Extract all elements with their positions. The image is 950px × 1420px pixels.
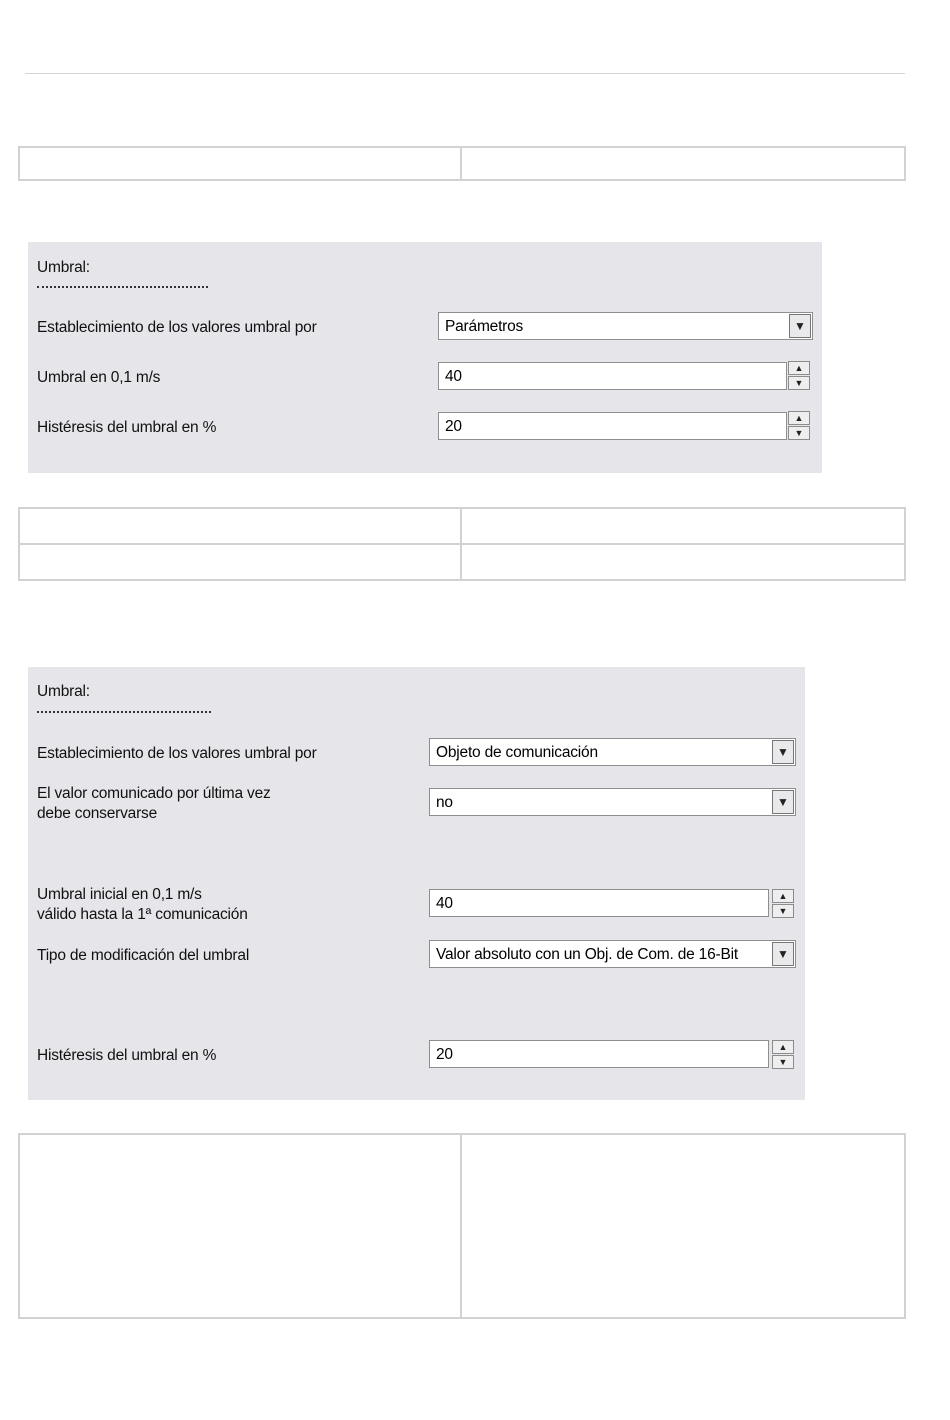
threshold-value: 40: [445, 368, 462, 385]
table-cell: [19, 508, 461, 544]
arrow-down-icon[interactable]: ▼: [788, 426, 810, 440]
keep-last-value-select[interactable]: [429, 788, 796, 816]
hysteresis-value: 20: [436, 1046, 453, 1063]
chevron-down-icon[interactable]: ▼: [772, 942, 794, 966]
chevron-down-icon[interactable]: ▼: [772, 740, 794, 764]
arrow-down-icon[interactable]: ▼: [772, 1055, 794, 1069]
arrow-down-icon[interactable]: ▼: [788, 376, 810, 390]
initial-threshold-label: Umbral inicial en 0,1 m/s válido hasta la 1ª comunicación: [37, 886, 248, 923]
section-underline: [37, 711, 211, 713]
threshold-label: Umbral en 0,1 m/s: [37, 369, 161, 386]
parameter-panel-1: [28, 242, 822, 473]
table-cell: [461, 508, 905, 544]
table-row: [19, 508, 905, 544]
threshold-mod-type-label: Tipo de modificación del umbral: [37, 947, 250, 964]
table-cell: [19, 147, 461, 180]
hysteresis-label: Histéresis del umbral en %: [37, 419, 217, 436]
parameter-panel-2: [28, 667, 805, 1100]
hysteresis-stepper[interactable]: [788, 411, 810, 441]
table-3: [18, 1133, 906, 1319]
arrow-up-icon[interactable]: ▲: [788, 411, 810, 425]
hysteresis-input[interactable]: [429, 1040, 769, 1068]
chevron-down-icon[interactable]: ▼: [789, 314, 811, 338]
section-label: Umbral:: [37, 683, 90, 700]
table-cell: [19, 544, 461, 580]
initial-threshold-input[interactable]: [429, 889, 769, 917]
table-2: [18, 507, 906, 581]
threshold-source-select[interactable]: [438, 312, 813, 340]
table-row: [19, 544, 905, 580]
initial-threshold-stepper[interactable]: [772, 889, 794, 919]
arrow-down-icon[interactable]: ▼: [772, 904, 794, 918]
threshold-source-value: Objeto de comunicación: [436, 744, 598, 761]
table-row: [19, 147, 905, 180]
hysteresis-value: 20: [445, 418, 462, 435]
top-divider: [25, 73, 905, 74]
initial-threshold-value: 40: [436, 895, 453, 912]
threshold-mod-type-select[interactable]: [429, 940, 796, 968]
threshold-source-label: Establecimiento de los valores umbral por: [37, 745, 317, 762]
section-label: Umbral:: [37, 259, 90, 276]
arrow-up-icon[interactable]: ▲: [772, 1040, 794, 1054]
table-cell: [461, 1134, 905, 1318]
keep-last-value-label: El valor comunicado por última vez debe conservarse: [37, 785, 271, 822]
hysteresis-stepper[interactable]: [772, 1040, 794, 1070]
threshold-source-value: Parámetros: [445, 318, 524, 335]
threshold-mod-type-value: Valor absoluto con un Obj. de Com. de 16-Bit: [436, 946, 738, 963]
hysteresis-input[interactable]: [438, 412, 787, 440]
table-row: [19, 1134, 905, 1318]
threshold-input[interactable]: [438, 362, 787, 390]
arrow-up-icon[interactable]: ▲: [788, 361, 810, 375]
table-1: [18, 146, 906, 181]
arrow-up-icon[interactable]: ▲: [772, 889, 794, 903]
chevron-down-icon[interactable]: ▼: [772, 790, 794, 814]
threshold-source-select[interactable]: [429, 738, 796, 766]
table-cell: [19, 1134, 461, 1318]
threshold-source-label: Establecimiento de los valores umbral por: [37, 319, 317, 336]
threshold-stepper[interactable]: [788, 361, 810, 391]
table-cell: [461, 544, 905, 580]
section-underline: [37, 286, 208, 288]
keep-last-value-value: no: [436, 794, 453, 811]
table-cell: [461, 147, 905, 180]
hysteresis-label: Histéresis del umbral en %: [37, 1047, 217, 1064]
